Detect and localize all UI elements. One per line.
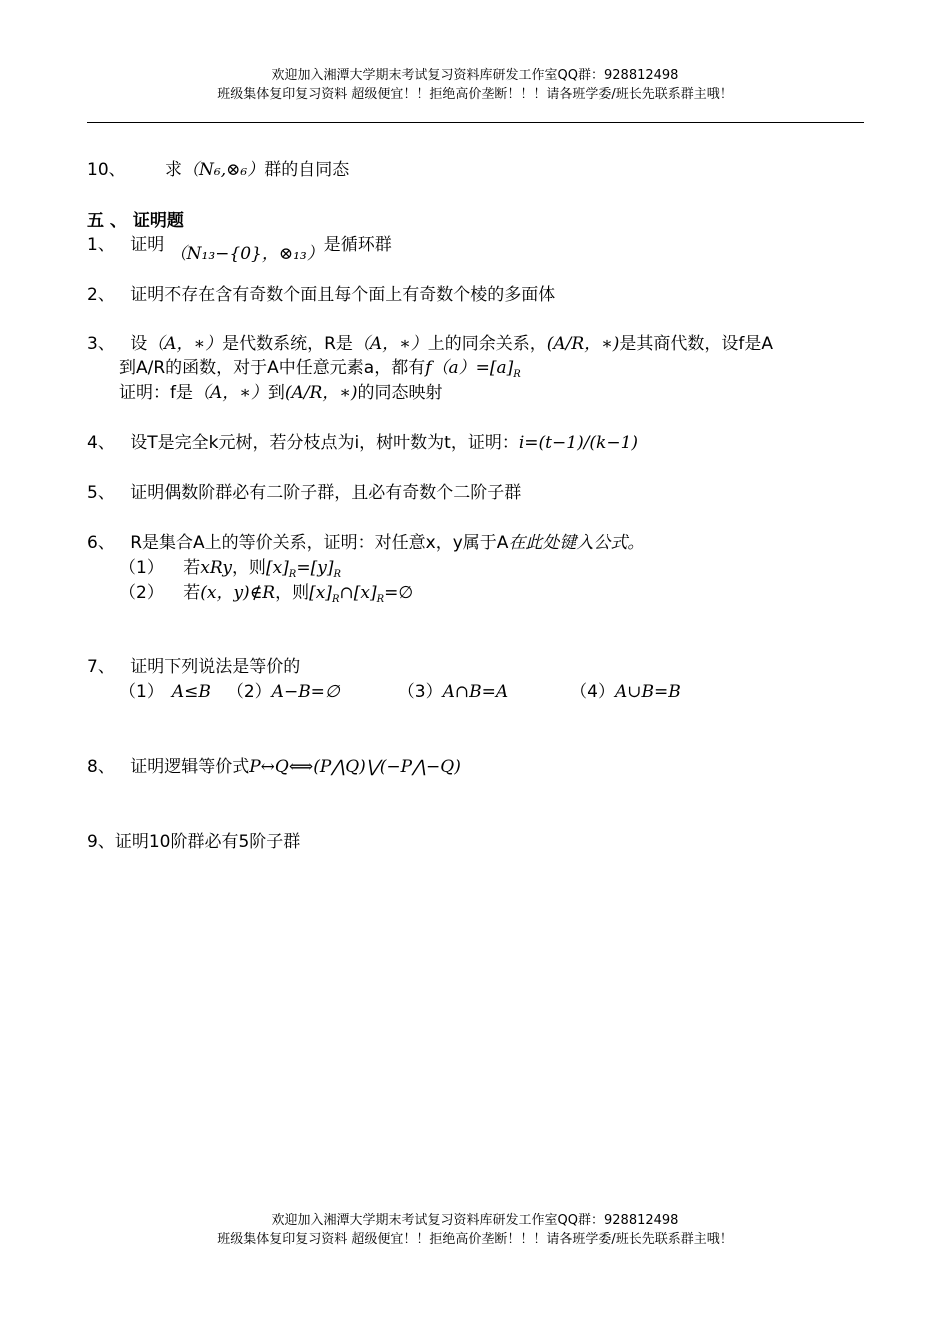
sub-item-number: （1）: [119, 558, 164, 578]
question-number: 1、: [87, 235, 115, 255]
question-text: 证明逻辑等价式: [130, 757, 250, 777]
question-text: 证明偶数阶群必有二阶子群，且必有奇数个二阶子群: [130, 483, 522, 503]
text-fragment: 设: [130, 334, 148, 354]
proof-7-items: [119, 681, 681, 703]
question-number: 7、: [87, 657, 115, 677]
question-text: 证明下列说法是等价的: [130, 657, 301, 677]
formula: A≤B: [171, 682, 211, 702]
text-fragment: 证明：f是: [119, 383, 193, 403]
formula-subscript: R: [513, 369, 521, 380]
question-number: 2、: [87, 285, 115, 305]
formula: （A，∗）: [193, 383, 268, 403]
proof-6-sub-1: [119, 557, 341, 582]
question-10: [87, 159, 349, 181]
formula: [x]: [353, 583, 377, 603]
proof-6: [87, 532, 644, 554]
sub-item-number: （2）: [226, 682, 272, 702]
page-footer: [0, 1211, 950, 1249]
formula: A∪B=B: [614, 682, 681, 702]
proof-3-line-3: [119, 382, 442, 404]
formula: （A，∗）: [147, 334, 223, 354]
header-divider: [87, 122, 864, 123]
question-text: 证明不存在含有奇数个面且每个面上有奇数个棱的多面体: [130, 285, 556, 305]
text-fragment: ，则: [231, 558, 266, 578]
formula: [x]: [265, 558, 289, 578]
question-text: 设T是完全k元树，若分枝点为i，树叶数为t，证明：: [130, 433, 519, 453]
formula: N₆,⊗₆: [199, 160, 248, 180]
text-fragment: 到A/R的函数，对于A中任意元素a，都有: [119, 358, 426, 378]
formula: A∩B=A: [442, 682, 509, 702]
proof-2: [87, 284, 555, 306]
formula: （N₁₃−{0}，⊗₁₃）: [169, 244, 324, 264]
formula-subscript: R: [333, 569, 341, 580]
question-number: 5、: [87, 483, 115, 503]
formula: [y]: [310, 558, 334, 578]
question-number: 4、: [87, 433, 115, 453]
proof-1: [87, 234, 392, 264]
question-number: 6、: [87, 533, 115, 553]
section-heading: 五 、 证明题: [87, 211, 184, 231]
proof-5: [87, 482, 521, 504]
sub-item-number: （2）: [119, 583, 164, 603]
formula: P↔Q⟺(P⋀Q)⋁(−P⋀−Q): [249, 757, 461, 777]
text-fragment: 上的同余关系，: [427, 334, 547, 354]
question-text-post: 群的自同态: [264, 160, 350, 180]
proof-3-line-2: [119, 357, 521, 382]
text-fragment: 若: [183, 583, 201, 603]
header-line-1: 欢迎加入湘潭大学期末考试复习资料库研发工作室QQ群：928812498: [271, 68, 679, 83]
sub-item-number: （4）: [570, 682, 615, 702]
formula-subscript: R: [331, 594, 340, 605]
formula: f（a）=[a]: [425, 358, 514, 378]
header-line-2: 班级集体复印复习资料 超级便宜！！拒绝高价垄断！！！请各班学委/班长先联系群主哦！: [217, 87, 733, 102]
proof-4: [87, 432, 638, 454]
paren-open: （: [182, 160, 200, 180]
sub-item-number: （3）: [397, 682, 443, 702]
paren-close: ）: [247, 160, 265, 180]
formula: i=(t−1)/(k−1): [518, 433, 639, 453]
question-text: R是集合A上的等价关系，证明：对任意x，y属于A: [130, 533, 509, 553]
question-number: 10、: [87, 160, 126, 180]
sub-item-number: （1）: [119, 682, 164, 702]
formula: xRy: [200, 558, 232, 578]
formula: [x]: [309, 583, 332, 603]
proof-6-sub-2: [119, 582, 413, 607]
formula: (A/R，∗): [284, 383, 358, 403]
question-number: 8、: [87, 757, 115, 777]
question-text-pre: 求: [165, 160, 183, 180]
text-fragment: ，则: [275, 583, 310, 603]
formula: ∩: [339, 583, 354, 603]
text-fragment: 的同态映射: [357, 383, 443, 403]
question-text-post: 是循环群: [323, 235, 392, 255]
formula: (A/R，∗): [546, 334, 620, 354]
text-fragment: 是代数系统，R是: [222, 334, 353, 354]
proof-3-line-1: [87, 333, 773, 355]
question-number: 3、: [87, 334, 115, 354]
formula-placeholder: 在此处键入公式。: [508, 533, 645, 553]
proof-7: [87, 656, 300, 678]
formula-subscript: R: [376, 594, 385, 605]
formula: （A，∗）: [352, 334, 428, 354]
formula: A−B=∅: [271, 682, 340, 702]
proof-9: 9、证明10阶群必有5阶子群: [87, 832, 301, 852]
footer-line-2: 班级集体复印复习资料 超级便宜！！拒绝高价垄断！！！请各班学委/班长先联系群主哦！: [217, 1232, 733, 1247]
page-header: [0, 66, 950, 104]
formula-subscript: R: [288, 569, 297, 580]
text-fragment: 到: [267, 383, 285, 403]
text-fragment: 是其商代数，设f是A: [619, 334, 773, 354]
question-text-pre: 证明: [130, 235, 165, 255]
proof-8: [87, 756, 461, 778]
formula: =: [296, 558, 311, 578]
text-fragment: 若: [183, 558, 201, 578]
formula: (x，y)∉R: [200, 583, 276, 603]
formula: =∅: [384, 583, 414, 603]
footer-line-1: 欢迎加入湘潭大学期末考试复习资料库研发工作室QQ群：928812498: [271, 1213, 679, 1228]
